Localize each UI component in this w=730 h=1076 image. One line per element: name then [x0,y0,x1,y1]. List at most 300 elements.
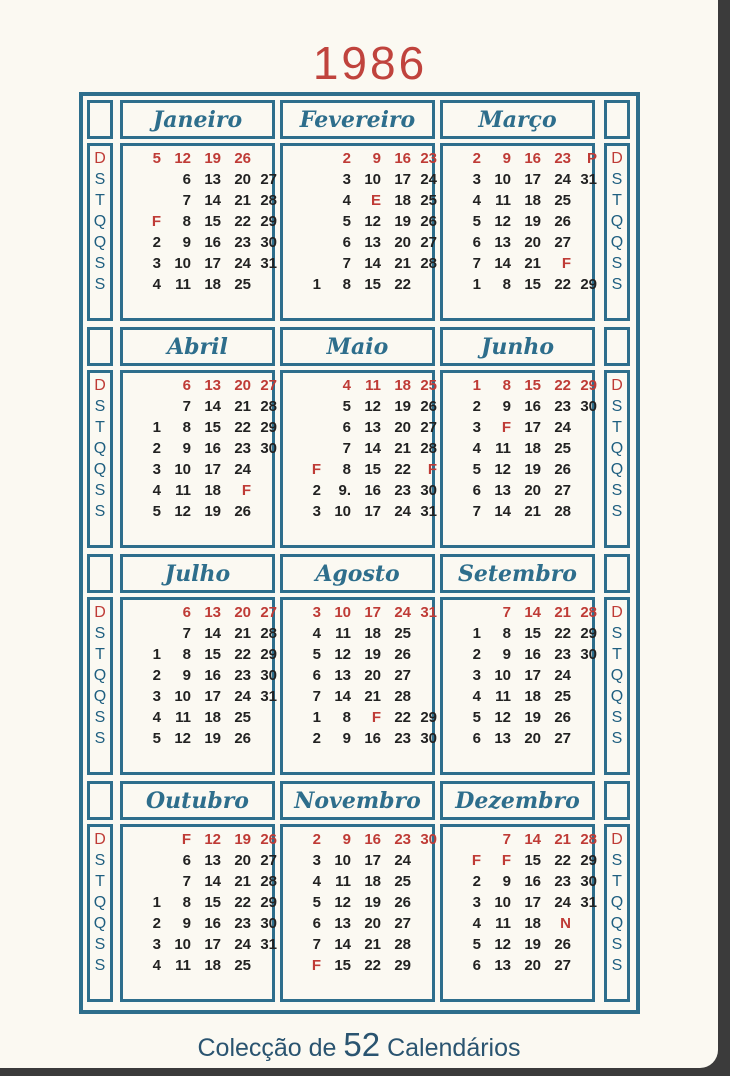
day-number: 26 [234,503,251,520]
day-number: 10 [174,461,191,478]
month-novembro [280,781,435,1002]
footer-caption [0,1026,718,1064]
highlighted-day: F [241,482,251,499]
day-header-spacer-left-0 [87,100,113,139]
day-number: 7 [312,936,321,953]
month-days-grid [120,370,275,548]
weekday-letter: D [611,604,623,621]
day-number: 23 [554,873,571,890]
day-number: 18 [204,276,221,293]
day-number: 15 [524,852,541,869]
highlighted-day: 21 [554,831,571,848]
day-number: 27 [554,482,571,499]
day-number: 27 [394,915,411,932]
day-number: 1 [152,646,161,663]
month-days-grid [280,370,435,548]
day-number: 11 [495,192,511,209]
highlighted-day: 16 [364,831,381,848]
month-name: Março [440,100,595,139]
day-number: 5 [472,461,481,478]
highlighted-day: F [501,852,511,869]
weekday-column-right-3 [604,824,630,1002]
highlighted-day: 28 [580,831,597,848]
weekday-letter: S [94,482,106,499]
highlighted-day: 11 [365,377,381,394]
month-days-grid [440,824,595,1002]
highlighted-day: 3 [312,604,321,621]
day-number: 8 [502,276,511,293]
day-number: 30 [580,398,597,415]
day-number: 25 [234,709,251,726]
day-number: 30 [580,646,597,663]
day-number: 21 [524,255,541,272]
highlighted-day: 17 [364,604,381,621]
weekday-column-right-1 [604,370,630,548]
day-number: 19 [524,213,541,230]
day-number: 13 [334,667,351,684]
day-number: 8 [342,276,351,293]
day-number: 27 [394,667,411,684]
day-number: 7 [472,503,481,520]
highlighted-day: 23 [554,150,571,167]
weekday-letter: S [611,255,623,272]
day-number: 3 [312,503,321,520]
weekday-letter: S [611,730,623,747]
day-number: 26 [234,730,251,747]
month-name: Novembro [280,781,435,820]
day-number: 1 [152,419,161,436]
highlighted-day: 31 [420,604,437,621]
weekday-column-right-2 [604,597,630,775]
highlighted-day: 6 [182,377,191,394]
highlighted-day: 20 [234,377,251,394]
day-number: 8 [182,213,191,230]
day-number: 25 [554,688,571,705]
month-name: Outubro [120,781,275,820]
highlighted-day: 16 [394,150,411,167]
highlighted-day: 16 [524,150,541,167]
highlighted-day: F [311,957,321,974]
day-number: 14 [204,625,221,642]
day-number: 31 [260,255,277,272]
day-number: 16 [524,398,541,415]
weekday-letter: Q [93,213,107,230]
day-number: 28 [420,440,437,457]
day-number: 14 [494,255,511,272]
month-days-grid [440,597,595,775]
day-number: 14 [204,398,221,415]
weekday-letter: D [94,377,106,394]
day-number: 17 [364,503,381,520]
day-number: 22 [394,709,411,726]
highlighted-day: 12 [204,831,221,848]
day-number: 17 [204,936,221,953]
weekday-letter: Q [610,461,624,478]
month-days-grid [120,824,275,1002]
month-days-grid [280,143,435,321]
highlighted-day: 2 [342,150,351,167]
day-number: 17 [394,171,411,188]
day-number: 23 [234,234,251,251]
weekday-letter: D [611,377,623,394]
weekday-letter: S [94,852,106,869]
day-number: 1 [472,625,481,642]
day-number: 12 [494,936,511,953]
day-number: 7 [342,255,351,272]
day-number: 7 [312,688,321,705]
day-number: 24 [420,171,437,188]
highlighted-day: F [471,852,481,869]
day-header-spacer-right-0 [604,100,630,139]
month-name: Julho [120,554,275,593]
day-number: 29 [260,646,277,663]
month-dezembro [440,781,595,1002]
day-number: 29 [394,957,411,974]
weekday-letter: S [611,936,623,953]
day-number: 7 [182,873,191,890]
day-number: 17 [364,852,381,869]
day-number: 13 [334,915,351,932]
day-number: 26 [420,398,437,415]
day-number: 10 [334,852,351,869]
day-number: 19 [524,936,541,953]
highlighted-day: F [311,461,321,478]
day-number: 30 [260,667,277,684]
day-number: 30 [260,440,277,457]
day-number: 5 [312,646,321,663]
day-number: 27 [554,957,571,974]
month-days-grid [120,597,275,775]
month-days-grid [120,143,275,321]
day-number: 24 [234,936,251,953]
highlighted-day: 27 [260,604,277,621]
weekday-letter: T [612,646,622,663]
highlighted-day: 9 [342,831,351,848]
day-number: 18 [524,915,541,932]
day-number: 5 [342,213,351,230]
day-number: 5 [342,398,351,415]
day-number: 18 [394,192,411,209]
day-header-spacer-left-1 [87,327,113,366]
day-number: 3 [152,461,161,478]
day-number: 13 [494,957,511,974]
day-number: 8 [342,461,351,478]
day-number: 12 [494,461,511,478]
weekday-column-left-0 [87,143,113,321]
highlighted-day: F [181,831,191,848]
day-number: 9 [502,646,511,663]
weekday-letter: T [95,419,105,436]
day-number: 30 [420,482,437,499]
weekday-letter: T [612,419,622,436]
day-number: 19 [394,398,411,415]
month-name: Agosto [280,554,435,593]
day-number: 14 [364,440,381,457]
day-number: 8 [182,419,191,436]
month-agosto [280,554,435,775]
day-number: 26 [554,936,571,953]
day-number: 17 [524,171,541,188]
weekday-letter: S [611,625,623,642]
weekday-letter: S [611,482,623,499]
day-number: 11 [335,625,351,642]
day-number: 27 [554,234,571,251]
day-number: 17 [204,688,221,705]
day-number: 15 [204,646,221,663]
month-abril [120,327,275,548]
day-number: 21 [234,625,251,642]
day-number: 21 [234,873,251,890]
day-number: 15 [364,461,381,478]
weekday-letter: D [611,150,623,167]
day-number: 4 [472,688,481,705]
day-number: 3 [472,667,481,684]
highlighted-day: 10 [334,604,351,621]
day-number: 4 [342,192,351,209]
highlighted-day: F [427,461,437,478]
day-number: 10 [494,894,511,911]
day-number: 20 [524,234,541,251]
day-number: 10 [174,255,191,272]
day-number: 4 [472,440,481,457]
day-number: 26 [554,709,571,726]
day-number: 6 [312,915,321,932]
day-number: 24 [394,503,411,520]
highlighted-day: 22 [554,377,571,394]
highlighted-day: F [561,255,571,272]
weekday-letter: D [611,831,623,848]
highlighted-day: 9 [502,150,511,167]
day-number: 25 [554,192,571,209]
day-number: 12 [364,213,381,230]
day-number: 23 [234,440,251,457]
day-number: 19 [204,503,221,520]
day-number: 1 [152,894,161,911]
day-number: 15 [524,276,541,293]
weekday-letter: Q [610,213,624,230]
day-number: 7 [182,625,191,642]
highlighted-day: 5 [152,150,161,167]
day-number: 12 [174,503,191,520]
day-number: 24 [554,171,571,188]
day-number: 23 [234,667,251,684]
highlighted-day: P [586,150,597,167]
weekday-letter: S [94,255,106,272]
day-number: 8 [182,894,191,911]
day-number: 16 [364,730,381,747]
day-number: 14 [364,255,381,272]
highlighted-day: 24 [394,604,411,621]
highlighted-day: F [501,419,511,436]
day-number: 25 [420,192,437,209]
day-number: 27 [260,852,277,869]
highlighted-day: E [370,192,381,209]
day-number: 3 [472,894,481,911]
day-number: 28 [554,503,571,520]
day-number: 9 [182,915,191,932]
day-number: 19 [204,730,221,747]
day-number: 12 [174,730,191,747]
month-setembro [440,554,595,775]
day-number: 12 [494,709,511,726]
day-number: 21 [524,503,541,520]
day-number: 19 [524,709,541,726]
highlighted-day: 13 [204,604,221,621]
day-number: 2 [472,646,481,663]
weekday-letter: Q [610,894,624,911]
day-number: 27 [420,419,437,436]
weekday-letter: Q [93,915,107,932]
day-number: 2 [152,667,161,684]
day-number: 5 [152,730,161,747]
day-number: 18 [524,440,541,457]
day-number: 30 [260,915,277,932]
weekday-letter: S [94,398,106,415]
day-number: 12 [334,894,351,911]
highlighted-day: 14 [524,831,541,848]
highlighted-day: 21 [554,604,571,621]
weekday-letter: S [611,171,623,188]
month-fevereiro [280,100,435,321]
day-number: 5 [472,709,481,726]
weekday-letter: D [94,150,106,167]
day-number: 15 [204,894,221,911]
highlighted-day: 26 [260,831,277,848]
day-number: 17 [524,894,541,911]
highlighted-day: 19 [234,831,251,848]
weekday-letter: S [611,276,623,293]
highlighted-day: 23 [420,150,437,167]
highlighted-day: 7 [502,831,511,848]
highlighted-day: 15 [524,377,541,394]
day-number: 3 [152,936,161,953]
day-number: 10 [494,667,511,684]
day-number: 28 [394,688,411,705]
highlighted-day: N [560,915,571,932]
day-number: 6 [182,171,191,188]
day-number: 28 [260,625,277,642]
day-number: 13 [494,482,511,499]
highlighted-day: 7 [502,604,511,621]
day-number: 7 [472,255,481,272]
month-name: Janeiro [120,100,275,139]
month-julho [120,554,275,775]
month-janeiro [120,100,275,321]
day-number: 16 [524,646,541,663]
day-number: 3 [312,852,321,869]
day-number: 23 [554,646,571,663]
day-number: 20 [524,730,541,747]
day-number: 5 [152,503,161,520]
highlighted-day: 20 [234,604,251,621]
year-title: 1986 [312,37,428,89]
day-number: 2 [312,482,321,499]
footer-text-after: Calendários [387,1034,521,1062]
day-number: 19 [364,894,381,911]
day-number: 21 [364,936,381,953]
day-number: 26 [420,213,437,230]
day-number: 4 [152,957,161,974]
day-number: 8 [342,709,351,726]
day-number: 23 [394,730,411,747]
day-number: 31 [260,688,277,705]
day-number: 24 [234,255,251,272]
weekday-letter: T [95,192,105,209]
day-number: 1 [312,276,321,293]
day-number: 16 [204,440,221,457]
weekday-column-right-0 [604,143,630,321]
day-number: 31 [420,503,437,520]
day-number: 30 [420,730,437,747]
day-number: 18 [524,192,541,209]
day-number: 28 [420,255,437,272]
highlighted-day: 9 [372,150,381,167]
day-number: 22 [394,461,411,478]
day-number: 15 [364,276,381,293]
day-number: 1 [312,709,321,726]
day-number: 27 [260,171,277,188]
day-number: 20 [394,234,411,251]
day-number: 18 [204,957,221,974]
day-number: 13 [364,234,381,251]
highlighted-day: 2 [472,150,481,167]
day-number: 13 [494,730,511,747]
day-number: 18 [204,482,221,499]
day-number: 20 [234,171,251,188]
day-number: 29 [580,276,597,293]
weekday-letter: S [611,503,623,520]
highlighted-day: 13 [204,377,221,394]
day-number: 11 [175,709,191,726]
day-number: 29 [420,709,437,726]
highlighted-day: 8 [502,377,511,394]
month-março [440,100,595,321]
day-number: 29 [260,419,277,436]
day-number: 24 [554,419,571,436]
day-number: 19 [364,646,381,663]
weekday-letter: Q [93,234,107,251]
day-number: 16 [204,234,221,251]
day-number: 24 [234,461,251,478]
weekday-letter: Q [610,440,624,457]
day-number: 23 [394,482,411,499]
day-number: 16 [204,667,221,684]
day-number: 3 [152,688,161,705]
day-number: 6 [312,667,321,684]
weekday-letter: Q [610,688,624,705]
day-number: 3 [152,255,161,272]
day-number: 4 [152,276,161,293]
day-number: 10 [364,171,381,188]
highlighted-day: 30 [420,831,437,848]
highlighted-day: 12 [174,150,191,167]
day-number: 7 [342,440,351,457]
weekday-letter: S [611,957,623,974]
weekday-letter: Q [610,915,624,932]
day-number: 12 [334,646,351,663]
highlighted-day: 29 [580,377,597,394]
month-days-grid [280,597,435,775]
day-number: 15 [334,957,351,974]
weekday-letter: S [94,625,106,642]
day-number: 13 [204,171,221,188]
day-number: 24 [554,894,571,911]
day-number: 3 [342,171,351,188]
day-number: 6 [472,482,481,499]
day-number: 26 [394,646,411,663]
day-number: 26 [554,461,571,478]
day-number: 7 [182,398,191,415]
